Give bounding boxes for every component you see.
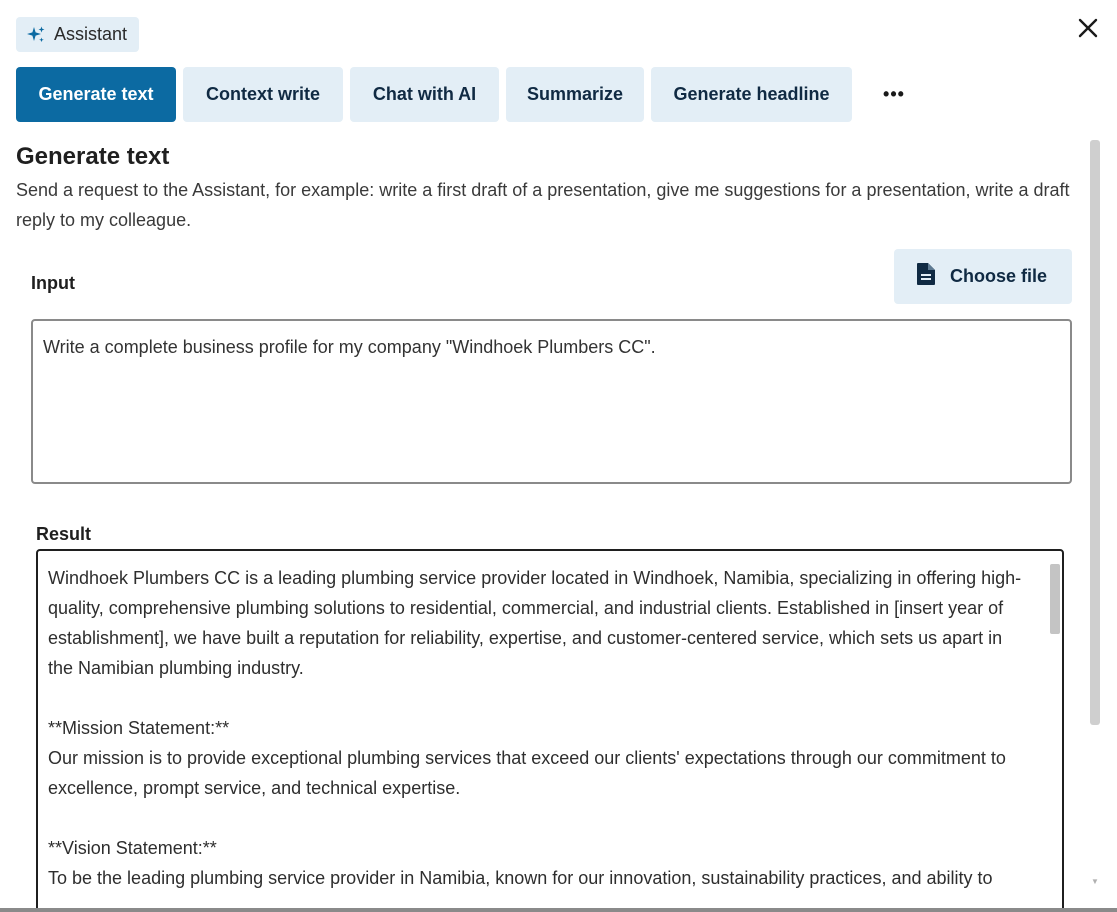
tab-context-write[interactable]: Context write <box>183 67 343 122</box>
choose-file-label: Choose file <box>950 266 1048 286</box>
result-paragraph: Our mission is to provide exceptional plumbing services that exceed our clients' expectations through our commitment to excellence, prompt service, and technical expertise. <box>48 748 1006 798</box>
bottom-divider <box>0 908 1117 912</box>
result-heading-mission: **Mission Statement:** <box>48 718 230 738</box>
scroll-down-arrow-icon[interactable]: ▼ <box>1091 877 1099 886</box>
result-scrollbar[interactable] <box>1050 564 1060 634</box>
close-icon <box>1078 18 1098 43</box>
result-output[interactable] <box>36 549 1064 912</box>
tab-generate-text[interactable]: Generate text <box>16 67 176 122</box>
close-button[interactable] <box>1074 16 1102 44</box>
prompt-input[interactable]: Write a complete business profile for my company "Windhoek Plumbers CC". <box>31 319 1072 484</box>
panel-scrollbar[interactable] <box>1090 140 1100 725</box>
more-options-button[interactable]: ••• <box>883 84 905 104</box>
tab-summarize[interactable]: Summarize <box>506 67 644 122</box>
document-icon <box>916 262 936 291</box>
page-description: Send a request to the Assistant, for example: write a first draft of a presentation, give me suggestions for a presentation, write a draft reply to my colleague. <box>16 180 1070 230</box>
assistant-badge <box>16 17 139 52</box>
page-title: Generate text <box>16 143 170 170</box>
result-paragraph: Windhoek Plumbers CC is a leading plumbing service provider located in Windhoek, Namibia, specializing in offering high-quality, comprehensive plumbing solutions to residential, commercial, and industrial clients. Established in [insert year of establishment], we have built a reputation for reliability, expertise, and customer-centered service, which sets us apart in the Namibian plumbing industry. <box>48 568 1022 678</box>
tab-chat-with-ai[interactable]: Chat with AI <box>350 67 499 122</box>
choose-file-button[interactable] <box>894 249 1072 304</box>
result-heading-vision: **Vision Statement:** <box>48 838 217 858</box>
sparkle-icon <box>26 25 46 45</box>
input-label: Input <box>31 273 75 293</box>
result-paragraph: To be the leading plumbing service provider in Namibia, known for our innovation, sustainability practices, and ability to <box>48 868 993 888</box>
tab-generate-headline[interactable]: Generate headline <box>651 67 852 122</box>
tab-bar <box>16 67 929 122</box>
assistant-badge-label: Assistant <box>54 24 128 44</box>
result-label: Result <box>36 524 92 544</box>
